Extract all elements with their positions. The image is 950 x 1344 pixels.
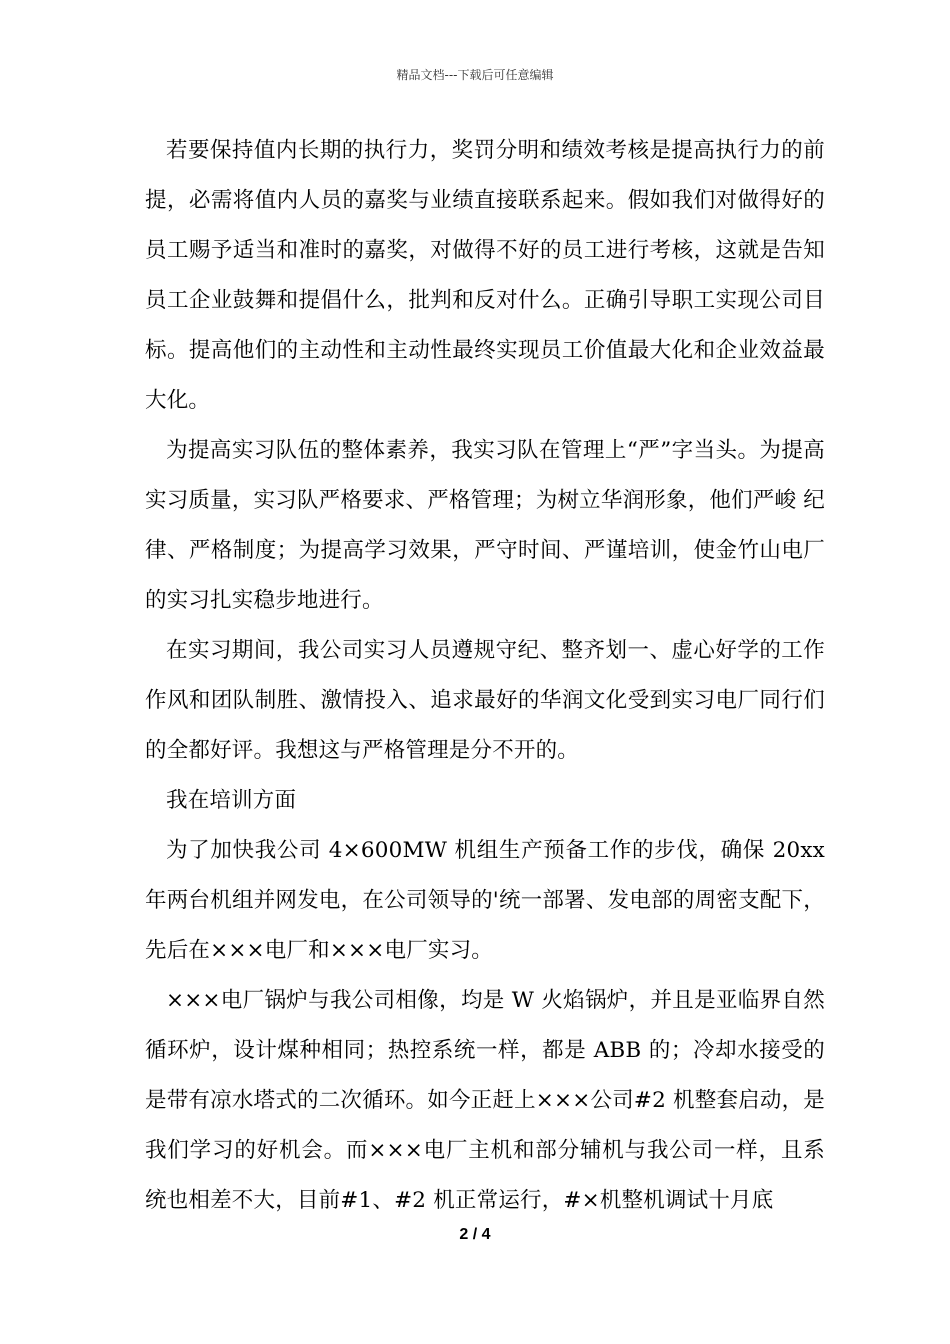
section-heading: 我在培训方面 [166,788,297,813]
paragraph-3: 在实习期间，我公司实习人员遵规守纪、整齐划一、虚心好学的工作作风和团队制胜、激情投入、追求最好的华润文化受到实习电厂同行们的全都好评。我想这与严格管理是分不开的。 [145,638,825,763]
page-number: 2 / 4 [459,1226,491,1243]
paragraph-5: ×××电厂锅炉与我公司相像，均是 W 火焰锅炉，并且是亚临界自然循环炉，设计煤种相同；热控系统一样，都是 ABB 的；冷却水接受的是带有凉水塔式的二次循环。如今正赶上×××公司#2 机整套启动，是我们学习的好机会。而×××电厂主机和部分辅机与我公司一样，且系统也相差不大，目前#1、#2 机正常运行，#×机整机调试十月底 [145,988,825,1213]
page-header: 精品文档---下载后可任意编辑 [396,68,554,82]
document-body [145,126,825,1226]
paragraph-2: 为提高实习队伍的整体素养，我实习队在管理上“严”字当头。为提高实习质量，实习队严格要求、严格管理；为树立华润形象，他们严峻 纪律、严格制度；为提高学习效果，严守时间、严谨培训，使金竹山电厂的实习扎实稳步地进行。 [145,438,825,613]
paragraph-4: 为了加快我公司 4×600MW 机组生产预备工作的步伐，确保 20xx 年两台机组并网发电，在公司领导的'统一部署、发电部的周密支配下，先后在×××电厂和×××电厂实习。 [145,838,825,963]
paragraph-1: 若要保持值内长期的执行力，奖罚分明和绩效考核是提高执行力的前提，必需将值内人员的嘉奖与业绩直接联系起来。假如我们对做得好的员工赐予适当和准时的嘉奖，对做得不好的员工进行考核，这就是告知员工企业鼓舞和提倡什么，批判和反对什么。正确引导职工实现公司目标。提高他们的主动性和主动性最终实现员工价值最大化和企业效益最大化。 [145,138,825,413]
